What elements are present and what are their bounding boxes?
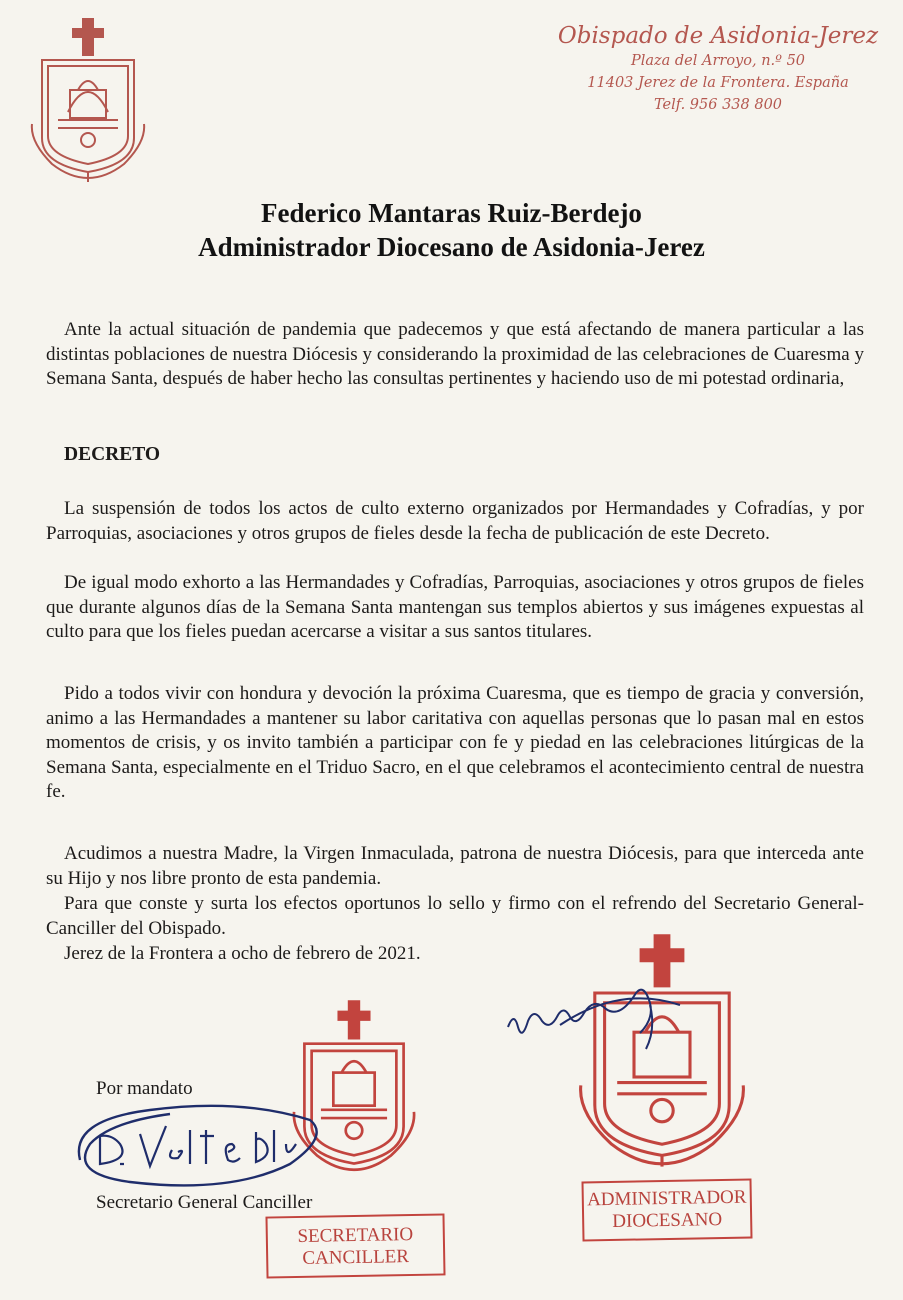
letterhead-name: Obispado de Asidonia-Jerez: [557, 23, 879, 49]
decree-paragraph-3: Pido a todos vivir con hondura y devoción la próxima Cuaresma, que es tiempo de gracia y conversión, animo a las Hermandades a mantener su labor caritativa con aquellas personas que lo pasan mal en estos momentos de crisis, y os invito también a participar con fe y piedad en las celebraciones litúrgicas de la Semana Santa, especialmente en el Triduo Sacro, en el que celebramos el acontecimiento central de nuestra fe.: [46, 683, 864, 803]
issuer-title: Administrador Diocesano de Asidonia-Jerez: [198, 232, 705, 262]
date-line: Jerez de la Frontera a ocho de febrero de 2021.: [64, 943, 421, 964]
admin-stamp-line-1: ADMINISTRADOR: [586, 1186, 747, 1211]
decree-paragraph-4: Acudimos a nuestra Madre, la Virgen Inmaculada, patrona de nuestra Diócesis, para que interceda ante su Hijo y nos libre pronto de esta pandemia.: [46, 843, 864, 889]
letterhead-address: Plaza del Arroyo, n.º 50: [630, 53, 806, 69]
secretary-signature: [60, 1090, 320, 1200]
administrator-diocesan-stamp: [581, 1179, 752, 1242]
decree-paragraph-2: De igual modo exhorto a las Hermandades y Cofradías, Parroquias, asociaciones y otros grupos de fieles que durante algunos días de la Semana Santa mantengan sus templos abiertos y sus imágenes expuestas al culto para que los fieles puedan acercarse a visitar a sus santos titulares.: [46, 572, 864, 643]
secretary-chancellor-stamp: [265, 1213, 445, 1278]
admin-stamp-line-2: DIOCESANO: [612, 1209, 723, 1232]
administrator-signature: [500, 985, 690, 1065]
document-heading: [0, 196, 903, 264]
intro-paragraph: Ante la actual situación de pandemia que padecemos y que está afectando de manera particular a las distintas poblaciones de nuestra Diócesis y considerando la proximidad de las celebraciones de Cuaresma y Semana Santa, después de haber hecho las consultas pertinentes y haciendo uso de mi potestad ordinaria,: [46, 319, 864, 390]
secretary-stamp-line-1: SECRETARIO: [297, 1223, 414, 1248]
diocese-crest-logo: [28, 12, 148, 184]
decree-paragraph-5: Para que conste y surta los efectos oportunos lo sello y firmo con el refrendo del Secretario General-Canciller del Obispado.: [46, 893, 864, 939]
decree-paragraph-1: La suspensión de todos los actos de culto externo organizados por Hermandades y Cofradías, y por Parroquias, asociaciones y otros grupos de fieles desde la fecha de publicación de este Decreto.: [46, 498, 864, 544]
letterhead: [548, 22, 888, 116]
issuer-name: Federico Mantaras Ruiz-Berdejo: [261, 198, 642, 228]
secretary-stamp-line-2: CANCILLER: [302, 1246, 410, 1269]
letterhead-city: 11403 Jerez de la Frontera. España: [587, 75, 849, 91]
by-order-label: Por mandato: [96, 1078, 193, 1099]
letterhead-phone: Telf. 956 338 800: [653, 97, 783, 113]
decree-label: DECRETO: [64, 444, 161, 465]
secretary-title: Secretario General Canciller: [96, 1192, 313, 1213]
